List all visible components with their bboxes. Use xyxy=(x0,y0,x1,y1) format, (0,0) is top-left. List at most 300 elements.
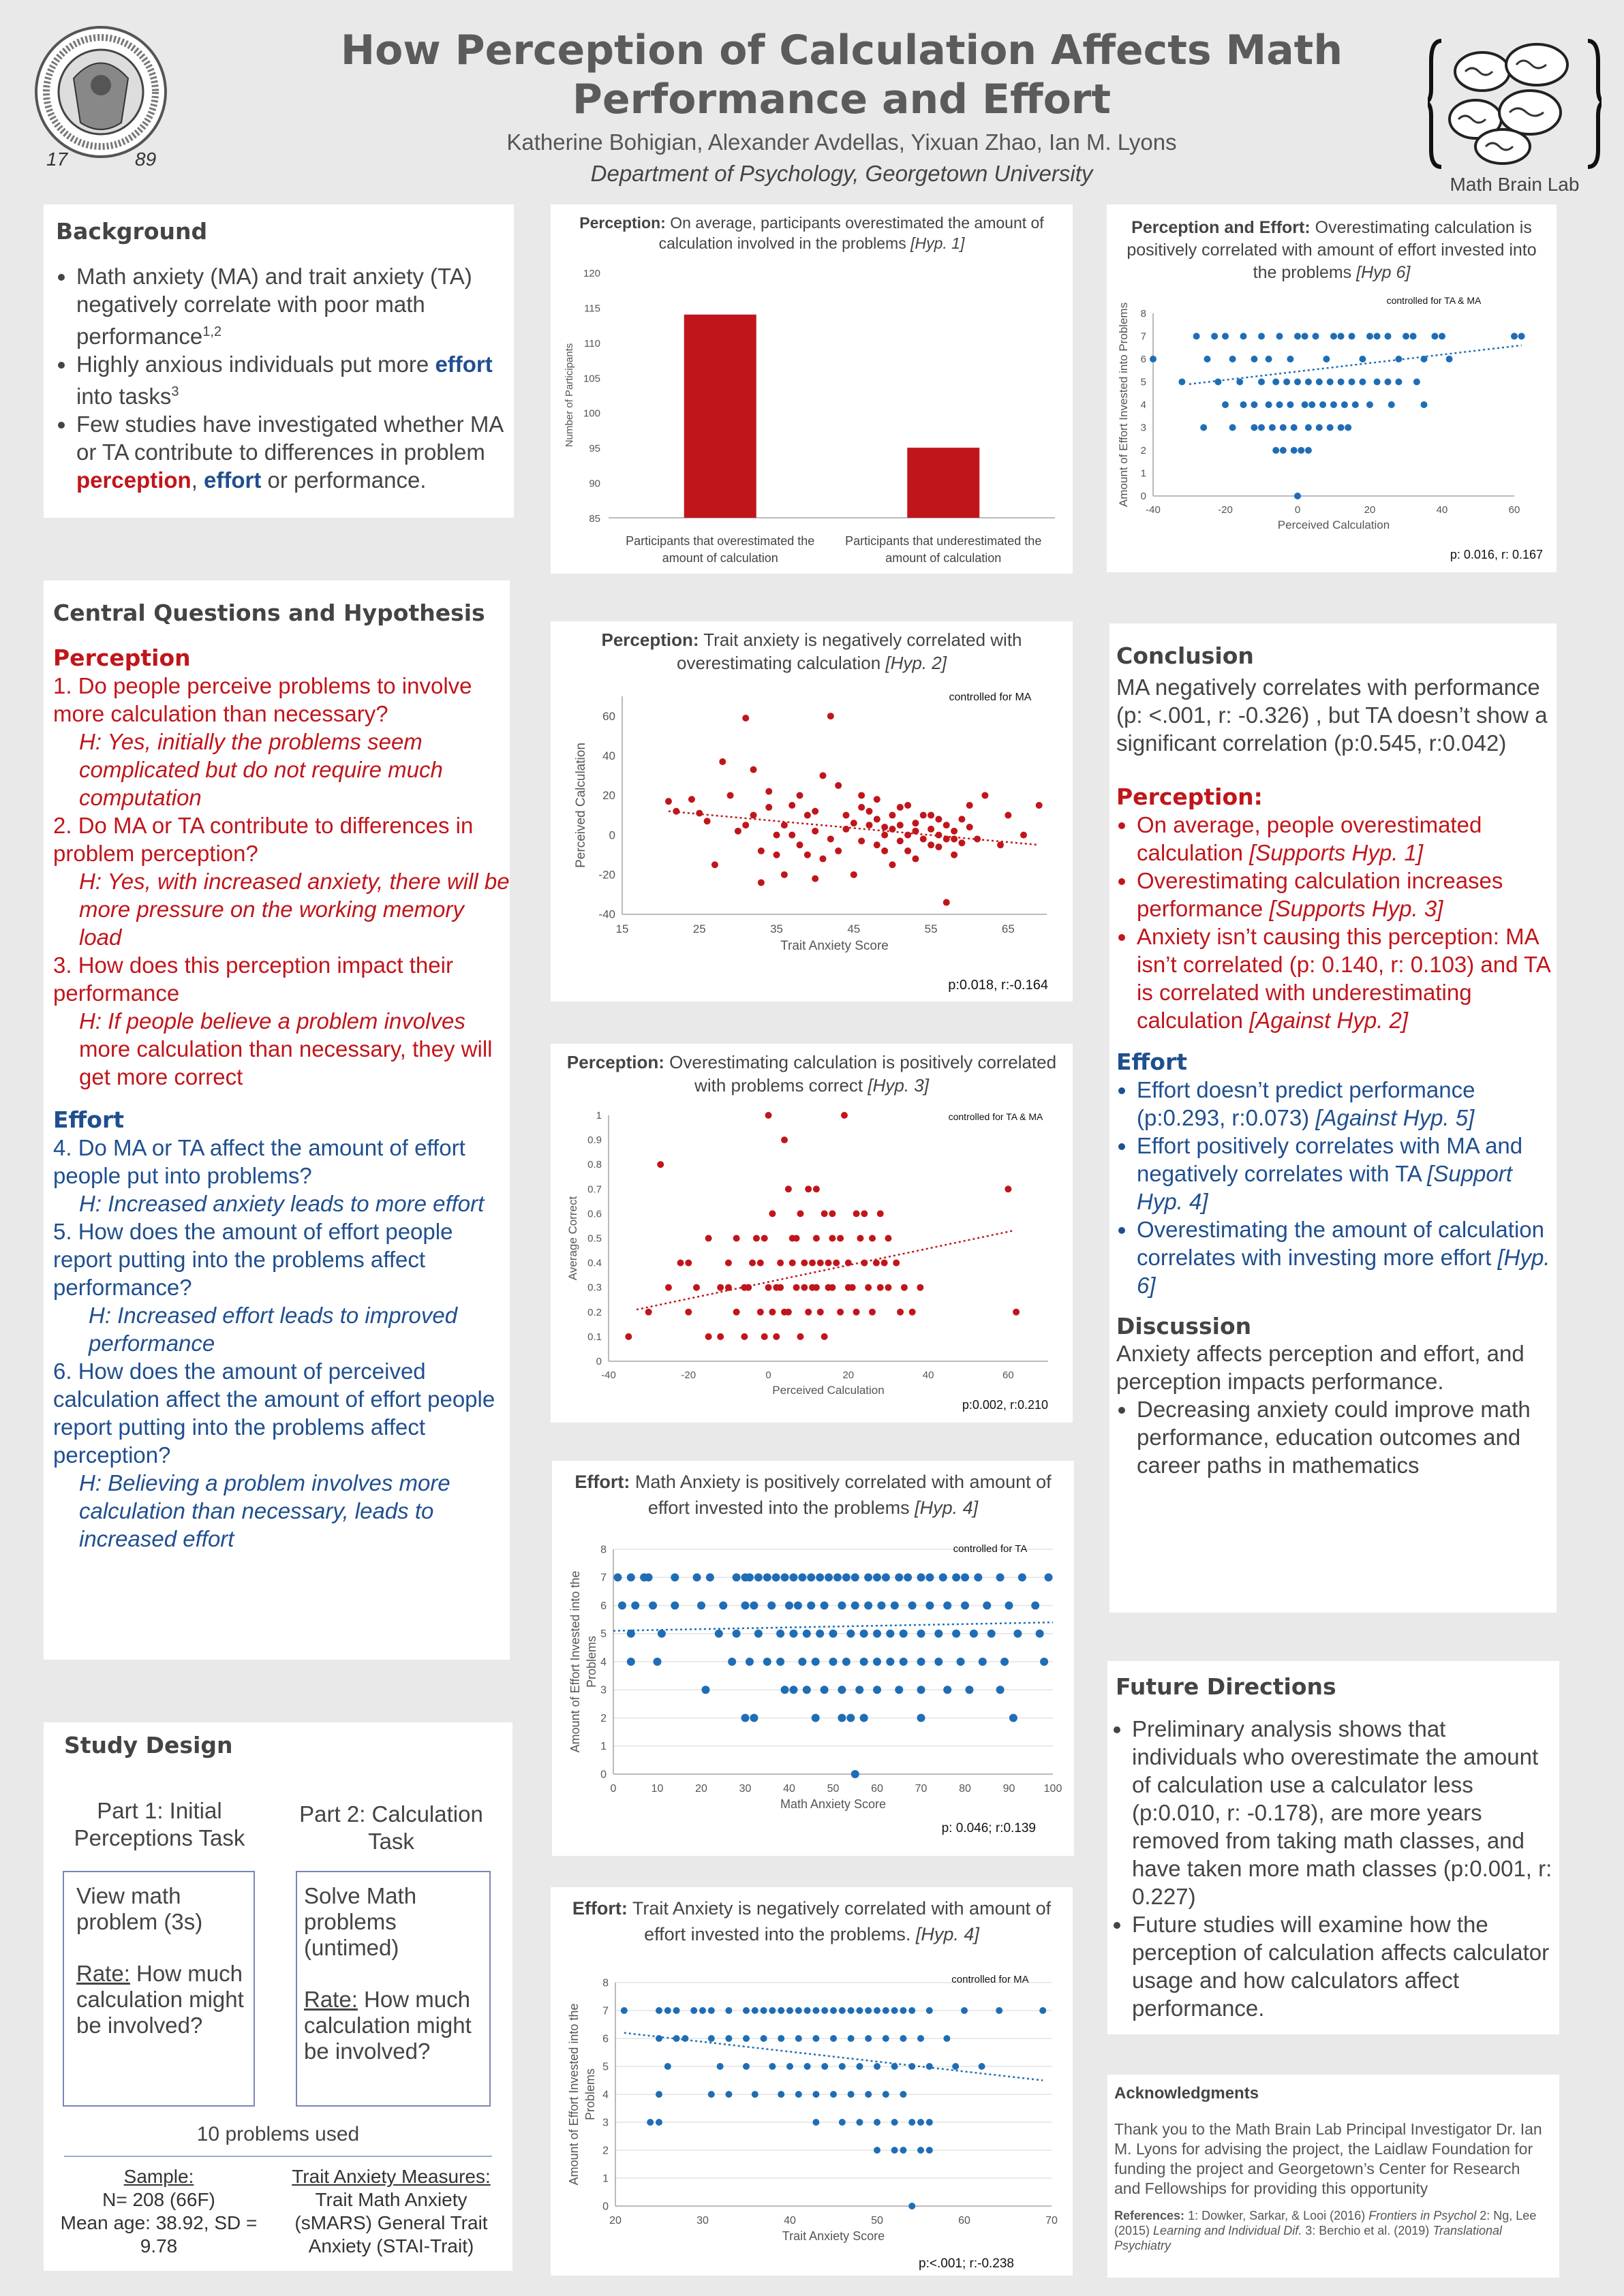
data-point xyxy=(781,1573,789,1581)
y-tick-label: 8 xyxy=(1140,308,1146,320)
data-point xyxy=(891,2119,898,2126)
data-point xyxy=(965,1686,973,1694)
data-point xyxy=(920,812,927,819)
data-point xyxy=(881,1260,888,1267)
poster-title xyxy=(286,26,1397,124)
data-point xyxy=(846,1714,855,1722)
data-point xyxy=(926,2147,933,2154)
x-axis-label: Perceived Calculation xyxy=(1277,518,1390,531)
x-tick-label: 50 xyxy=(827,1783,840,1795)
data-point xyxy=(809,1260,816,1267)
data-point xyxy=(825,1573,833,1581)
background-bullet: • Few studies have investigated whether MA or TA contribute to differences in problem perception, effort or performance. xyxy=(76,410,514,494)
data-point xyxy=(839,2119,846,2126)
data-point xyxy=(715,1630,723,1638)
data-point xyxy=(842,1658,851,1666)
data-point xyxy=(671,1602,679,1610)
data-point xyxy=(728,1658,736,1666)
data-point xyxy=(725,2035,732,2042)
data-point xyxy=(769,2007,776,2014)
data-point xyxy=(1272,379,1279,386)
data-point xyxy=(997,841,1004,848)
discussion-text: Anxiety affects perception and effort, and perception impacts performance. xyxy=(1116,1341,1525,1394)
data-point xyxy=(849,1284,856,1291)
data-point xyxy=(803,1686,811,1694)
data-point xyxy=(777,1260,784,1267)
data-point xyxy=(883,2091,889,2098)
data-point xyxy=(625,1333,632,1340)
questions-heading: Central Questions and Hypothesis xyxy=(53,600,485,626)
y-tick-label: 0 xyxy=(1140,491,1146,502)
data-point xyxy=(746,1573,754,1581)
y-tick-label: 8 xyxy=(600,1544,607,1556)
data-point xyxy=(912,828,919,835)
data-point xyxy=(1251,424,1257,431)
data-point xyxy=(817,1309,824,1316)
hypothesis-3: H: If people believe a problem involves more calculation than necessary, they will get more correct xyxy=(79,1008,493,1089)
data-point xyxy=(838,1602,846,1610)
data-point xyxy=(881,848,888,854)
data-point xyxy=(842,812,849,819)
x-tick-label: 45 xyxy=(847,922,861,935)
data-point xyxy=(1366,401,1373,408)
data-point xyxy=(705,1333,712,1340)
data-point xyxy=(917,1284,923,1291)
data-point xyxy=(664,2063,671,2070)
data-point xyxy=(1036,1630,1044,1638)
data-point xyxy=(821,2007,828,2014)
question-3: 3. How does this perception impact their performance xyxy=(53,952,453,1006)
data-point xyxy=(761,1333,768,1340)
data-point xyxy=(697,1602,705,1610)
data-point xyxy=(900,1630,908,1638)
data-point xyxy=(727,792,734,798)
university-seal xyxy=(33,20,169,181)
data-point xyxy=(861,1210,868,1217)
data-point xyxy=(860,1630,868,1638)
data-point xyxy=(752,2007,759,2014)
data-point xyxy=(665,1284,672,1291)
data-point xyxy=(733,1630,741,1638)
part1-box: View math problem (3s) Rate: How much calculation might be involved? xyxy=(63,1871,255,2107)
data-point xyxy=(865,822,872,828)
data-point xyxy=(979,1658,987,1666)
x-tick-label: 20 xyxy=(609,2215,622,2227)
data-point xyxy=(769,1210,776,1217)
data-point xyxy=(1345,424,1351,431)
x-tick-label: -20 xyxy=(681,1369,696,1381)
data-point xyxy=(908,2203,915,2209)
data-point xyxy=(928,826,934,833)
y-tick-label: 6 xyxy=(600,1600,607,1612)
data-point xyxy=(1266,356,1272,362)
data-point xyxy=(1308,401,1315,408)
data-point xyxy=(917,1573,925,1581)
data-point xyxy=(1005,812,1011,819)
ack-card xyxy=(1107,2075,1559,2278)
data-point xyxy=(797,841,803,848)
data-point xyxy=(889,812,895,819)
data-point xyxy=(793,1235,800,1242)
data-point xyxy=(804,2063,811,2070)
data-point xyxy=(935,843,942,850)
x-tick-label: 0 xyxy=(765,1369,771,1381)
x-tick-label: 60 xyxy=(1002,1369,1014,1381)
x-tick-label: 30 xyxy=(696,2215,709,2227)
x-tick-label: 90 xyxy=(1002,1783,1015,1795)
y-tick-label: 3 xyxy=(1140,422,1146,434)
x-tick-label: 50 xyxy=(871,2215,883,2227)
data-point xyxy=(856,2119,863,2126)
data-point xyxy=(717,1333,724,1340)
y-tick-label: 85 xyxy=(589,513,600,525)
title-line-2: Performance and Effort xyxy=(572,76,1112,123)
data-point xyxy=(656,2007,662,2014)
data-point xyxy=(1338,333,1345,340)
y-tick-label: 115 xyxy=(584,302,600,315)
data-point xyxy=(1266,401,1272,408)
data-point xyxy=(851,1573,859,1581)
data-point xyxy=(1291,447,1298,454)
data-point xyxy=(656,2119,662,2126)
hypothesis-5: H: Increased effort leads to improved performance xyxy=(89,1303,458,1356)
data-point xyxy=(900,2007,906,2014)
references: References: 1: Dowker, Sarkar, & Looi (2016) Frontiers in Psychol 2: Ng, Lee (2015) Learning and Individual Dif. 3: Berchio et al. (2019) Translational Psychiatry xyxy=(1114,2209,1537,2252)
study-design-card xyxy=(44,1722,512,2271)
y-tick-label: 1 xyxy=(1140,467,1146,480)
data-point xyxy=(647,2119,654,2126)
future-bullet: • Future studies will examine how the perception of calculation affects calculator usage and how calculators affect performance. xyxy=(1132,1910,1552,2022)
data-point xyxy=(654,1658,662,1666)
data-point xyxy=(778,2035,784,2042)
data-point xyxy=(813,1284,820,1291)
effort-questions xyxy=(53,1106,510,1553)
data-point xyxy=(627,1658,635,1666)
data-point xyxy=(812,808,818,815)
data-point xyxy=(877,1210,884,1217)
data-point xyxy=(735,828,741,835)
data-point xyxy=(830,2091,837,2098)
y-tick-label: 3 xyxy=(600,1684,607,1696)
y-tick-label: 7 xyxy=(600,1572,607,1584)
data-point xyxy=(882,1573,890,1581)
data-point xyxy=(685,1309,692,1316)
data-point xyxy=(743,2007,750,2014)
data-point xyxy=(865,2007,872,2014)
data-point xyxy=(690,2007,697,2014)
data-point xyxy=(951,852,957,858)
data-point xyxy=(769,1309,776,1316)
data-point xyxy=(943,835,950,842)
data-point xyxy=(752,2091,759,2098)
data-point xyxy=(952,2063,959,2070)
data-point xyxy=(1291,424,1298,431)
x-tick-label: -40 xyxy=(1146,504,1161,516)
y-tick-label: 5 xyxy=(1140,376,1146,388)
data-point xyxy=(928,812,934,819)
data-point xyxy=(1294,493,1301,499)
data-point xyxy=(858,792,865,798)
data-point xyxy=(789,1260,796,1267)
data-point xyxy=(1413,379,1420,386)
data-point xyxy=(830,2035,837,2042)
data-point xyxy=(829,1210,836,1217)
data-point xyxy=(934,1630,943,1638)
x-tick-label: 65 xyxy=(1001,922,1015,935)
data-point xyxy=(781,822,788,828)
x-tick-label: -40 xyxy=(601,1369,616,1381)
data-point xyxy=(877,1602,885,1610)
data-point xyxy=(908,2007,915,2014)
data-point xyxy=(1298,447,1304,454)
chart-hyp4b-title: Effort: Trait Anxiety is negatively correlated with amount of effort invested into the problems. [Hyp. 4] xyxy=(572,1898,1052,1944)
data-point xyxy=(733,1309,740,1316)
y-tick-label: 4 xyxy=(600,1656,607,1669)
data-point xyxy=(812,875,818,882)
chart-hyp6-card xyxy=(1107,204,1557,572)
data-point xyxy=(1251,401,1257,408)
chart-hyp1-title: Perception: On average, participants overestimated the amount of calculation involved in the problems [Hyp. 1] xyxy=(579,214,1044,252)
data-point xyxy=(979,2063,985,2070)
data-point xyxy=(645,1309,652,1316)
data-point xyxy=(951,828,957,835)
data-point xyxy=(719,1602,727,1610)
data-point xyxy=(1294,333,1301,340)
data-point xyxy=(917,1714,925,1722)
y-axis-label: Number of Participants xyxy=(564,343,575,448)
part2-title: Part 2: Calculation Task xyxy=(299,1801,483,1854)
data-point xyxy=(788,832,795,839)
x-tick-label: 40 xyxy=(1436,504,1448,516)
y-tick-label: 4 xyxy=(1140,399,1146,411)
data-point xyxy=(812,2007,819,2014)
x-tick-label: 0 xyxy=(610,1783,617,1795)
part1-title: Part 1: Initial Perceptions Task xyxy=(74,1798,245,1850)
data-point xyxy=(891,2147,898,2154)
data-point xyxy=(795,2007,802,2014)
data-point xyxy=(820,856,827,863)
data-point xyxy=(966,802,973,809)
data-point xyxy=(816,1573,824,1581)
data-point xyxy=(812,1658,820,1666)
chart-hyp2-svg xyxy=(551,621,1073,1002)
data-point xyxy=(1327,424,1334,431)
x-tick-label: 55 xyxy=(924,922,938,935)
data-point xyxy=(1045,1573,1053,1581)
data-point xyxy=(869,1235,876,1242)
data-point xyxy=(788,802,795,809)
data-point xyxy=(1352,401,1359,408)
questions-card xyxy=(44,580,510,1660)
data-point xyxy=(891,2007,898,2014)
future-bullet: • Preliminary analysis shows that individuals who overestimate the amount of calculation use a calculator less (p:0.010, r: -0.178), are more years removed from taking math classes, and have taken more math classes (p:0.001, r: 0.227) xyxy=(1132,1715,1552,1910)
stat-label: p: 0.016, r: 0.167 xyxy=(1450,548,1543,561)
authors: Katherine Bohigian, Alexander Avdellas, Yixuan Zhao, Ian M. Lyons xyxy=(506,129,1177,155)
y-tick-label: 2 xyxy=(600,1712,607,1724)
part2-box: Solve Math problems (untimed) Rate: How much calculation might be involved? xyxy=(296,1871,491,2107)
data-point xyxy=(939,1573,947,1581)
perception-questions xyxy=(53,644,510,1091)
chart-hyp4a-card xyxy=(552,1461,1074,1856)
y-tick-label: 7 xyxy=(602,2005,609,2017)
data-point xyxy=(873,1630,881,1638)
data-point xyxy=(900,2035,906,2042)
title-line-1: How Perception of Calculation Affects Math xyxy=(340,27,1343,74)
data-point xyxy=(812,2035,819,2042)
data-point xyxy=(829,1630,838,1638)
y-tick-label: 4 xyxy=(602,2089,609,2101)
data-point xyxy=(865,2035,872,2042)
data-point xyxy=(833,1260,840,1267)
data-point xyxy=(1276,333,1283,340)
data-point xyxy=(1388,401,1395,408)
data-point xyxy=(821,1602,829,1610)
y-tick-label: 0.9 xyxy=(587,1134,602,1147)
ack-text: Thank you to the Math Brain Lab Principal Investigator Dr. Ian M. Lyons for advising the project, the Laidlaw Foundation for funding the project and Georgetown’s Center for Research and Fellowships for providing this opportunity xyxy=(1114,2120,1542,2197)
data-point xyxy=(807,1602,815,1610)
data-point xyxy=(853,1309,860,1316)
data-point xyxy=(1200,424,1207,431)
conclusion-effort-heading: Effort xyxy=(1116,1049,1187,1075)
data-point xyxy=(970,1630,978,1638)
data-point xyxy=(621,2007,628,2014)
data-point xyxy=(827,835,834,842)
data-point xyxy=(1313,333,1319,340)
x-tick-label: 80 xyxy=(959,1783,971,1795)
data-point xyxy=(901,1284,908,1291)
y-tick-label: 0 xyxy=(596,1356,602,1367)
data-point xyxy=(781,1136,788,1143)
data-point xyxy=(842,1573,851,1581)
y-tick-label: 90 xyxy=(589,478,600,490)
data-point xyxy=(758,879,765,886)
data-point xyxy=(765,1112,772,1119)
background-list xyxy=(56,262,514,494)
x-tick-label: 20 xyxy=(695,1783,707,1795)
data-point xyxy=(886,1658,894,1666)
data-point xyxy=(835,848,842,854)
hypothesis-1: H: Yes, initially the problems seem complicated but do not require much computation xyxy=(79,729,443,810)
x-tick-label: 10 xyxy=(651,1783,664,1795)
data-point xyxy=(794,1602,802,1610)
data-point xyxy=(900,2091,906,2098)
data-point xyxy=(717,1284,724,1291)
data-point xyxy=(829,1235,836,1242)
chart-hyp1-svg xyxy=(551,204,1073,574)
y-tick-label: 105 xyxy=(583,373,600,385)
data-point xyxy=(757,1260,764,1267)
x-axis-label: Math Anxiety Score xyxy=(780,1797,887,1811)
data-point xyxy=(851,820,857,826)
data-point xyxy=(1302,333,1308,340)
conclusion-perception-heading: Perception: xyxy=(1116,784,1263,810)
data-point xyxy=(1269,424,1276,431)
data-point xyxy=(1020,832,1027,839)
y-tick-label: 8 xyxy=(602,1977,609,1989)
data-point xyxy=(917,1686,925,1694)
data-point xyxy=(881,832,888,839)
conclusion-card xyxy=(1109,623,1557,1613)
data-point xyxy=(869,1309,876,1316)
data-point xyxy=(926,2119,933,2126)
data-point xyxy=(789,1573,797,1581)
conclusion-bullet: • Anxiety isn’t causing this perception: MA isn’t correlated (p: 0.140, r: 0.103) and TA is correlated with underestimating calculation [Against Hyp. 2] xyxy=(1137,922,1557,1034)
discussion-heading: Discussion xyxy=(1116,1313,1252,1339)
data-point xyxy=(693,1284,700,1291)
data-point xyxy=(860,1714,868,1722)
data-point xyxy=(835,782,842,789)
data-point xyxy=(797,1210,803,1217)
data-point xyxy=(920,835,927,842)
x-tick-label: Participants that underestimated the xyxy=(845,534,1042,548)
data-point xyxy=(883,2035,889,2042)
data-point xyxy=(657,1161,664,1168)
bar xyxy=(684,315,756,518)
data-point xyxy=(807,1573,815,1581)
y-tick-label: 2 xyxy=(1140,445,1146,456)
discussion-bullet: • Decreasing anxiety could improve math performance, education outcomes and career paths in mathematics xyxy=(1137,1395,1557,1479)
data-point xyxy=(925,1602,934,1610)
data-point xyxy=(786,2063,793,2070)
data-point xyxy=(1366,333,1373,340)
data-point xyxy=(961,1602,969,1610)
data-point xyxy=(749,1260,756,1267)
data-point xyxy=(761,1235,768,1242)
data-point xyxy=(874,2063,880,2070)
data-point xyxy=(821,1210,828,1217)
data-point xyxy=(851,1770,859,1778)
future-heading: Future Directions xyxy=(1116,1673,1336,1700)
divider xyxy=(64,2156,492,2157)
x-tick-label: 70 xyxy=(1045,2215,1058,2227)
data-point xyxy=(1359,356,1366,362)
data-point xyxy=(705,1235,712,1242)
data-point xyxy=(1031,1602,1039,1610)
data-point xyxy=(897,837,904,844)
data-point xyxy=(838,1686,846,1694)
perception-heading: Perception xyxy=(53,645,191,671)
data-point xyxy=(851,871,857,878)
data-point xyxy=(750,1714,758,1722)
data-point xyxy=(776,1658,784,1666)
data-point xyxy=(1385,333,1392,340)
conclusion-bullet: • On average, people overestimated calculation [Supports Hyp. 1] xyxy=(1137,811,1557,867)
y-tick-label: 0.1 xyxy=(587,1331,602,1343)
data-point xyxy=(708,2007,715,2014)
data-point xyxy=(753,1235,760,1242)
data-point xyxy=(1240,401,1247,408)
y-tick-label: 1 xyxy=(600,1741,607,1753)
data-point xyxy=(1005,1185,1011,1192)
data-point xyxy=(717,2063,724,2070)
y-tick-label: 0.5 xyxy=(587,1232,602,1245)
x-tick-label: 25 xyxy=(692,922,706,935)
data-point xyxy=(833,1573,842,1581)
data-point xyxy=(935,816,942,822)
data-point xyxy=(858,837,865,844)
data-point xyxy=(897,804,904,811)
data-point xyxy=(829,1658,838,1666)
data-point xyxy=(943,1686,951,1694)
data-point xyxy=(856,2063,863,2070)
data-point xyxy=(758,848,765,854)
data-point xyxy=(873,1260,880,1267)
data-point xyxy=(858,804,865,811)
chart-hyp2-card xyxy=(551,621,1073,1002)
data-point xyxy=(1302,401,1308,408)
data-point xyxy=(816,1630,824,1638)
data-point xyxy=(1039,2007,1046,2014)
